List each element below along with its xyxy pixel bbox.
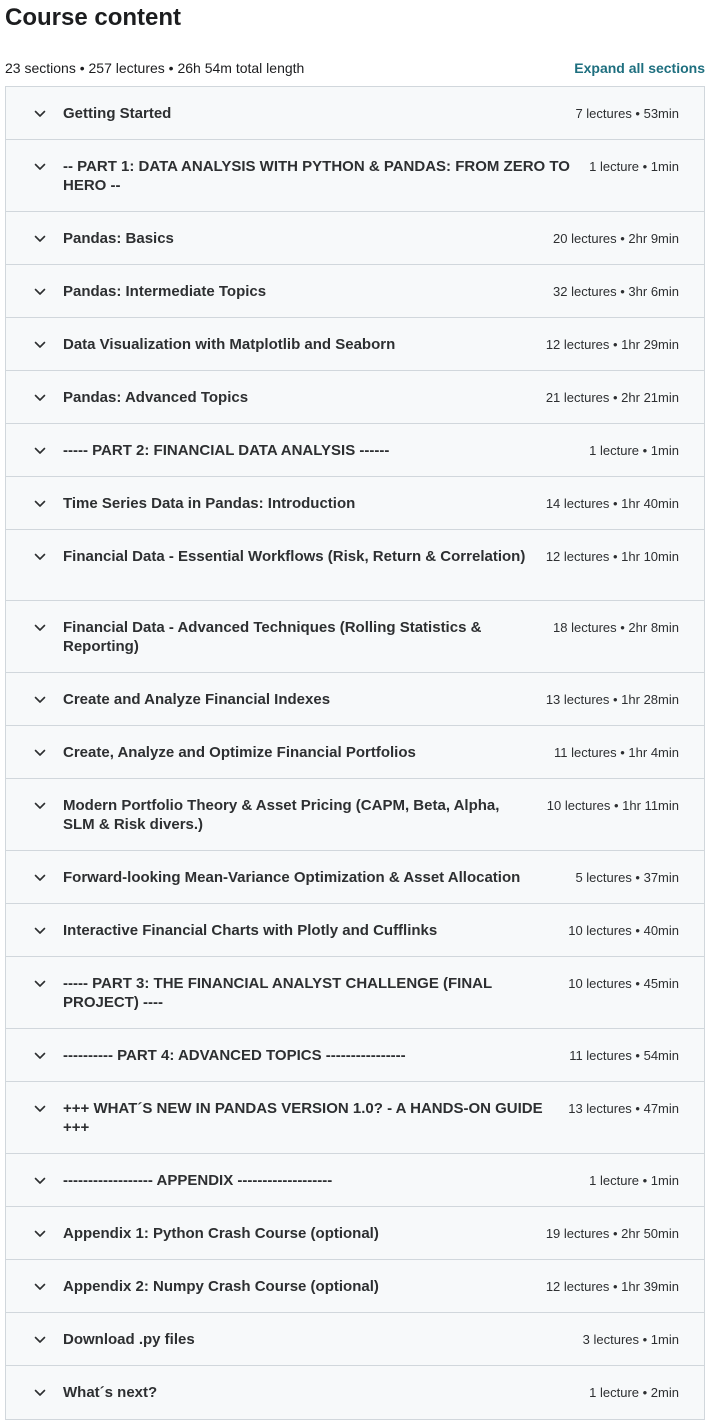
section-meta: 10 lectures • 40min [568, 923, 679, 938]
chevron-down-icon [34, 282, 46, 301]
section-title: What´s next? [63, 1384, 158, 1401]
section-title: -- PART 1: DATA ANALYSIS WITH PYTHON & PANDAS: FROM ZERO TO HERO -- [63, 158, 570, 194]
section-row[interactable] [6, 673, 704, 726]
section-row[interactable] [6, 1366, 704, 1419]
section-meta: 18 lectures • 2hr 8min [553, 620, 679, 635]
section-title: Data Visualization with Matplotlib and Seaborn [63, 336, 396, 353]
section-row[interactable] [6, 904, 704, 957]
chevron-down-icon [34, 796, 46, 815]
chevron-down-icon [34, 1224, 46, 1243]
section-list [5, 86, 705, 1420]
section-row[interactable] [6, 212, 704, 265]
section-meta: 1 lecture • 2min [589, 1385, 679, 1400]
chevron-down-icon [34, 921, 46, 940]
chevron-down-icon [34, 743, 46, 762]
section-title: Pandas: Basics [63, 230, 174, 247]
expand-all-sections-button[interactable]: Expand all sections [574, 60, 705, 76]
section-row[interactable] [6, 1260, 704, 1313]
section-row[interactable] [6, 1313, 704, 1366]
section-title: ----- PART 2: FINANCIAL DATA ANALYSIS ------ [63, 442, 390, 459]
chevron-down-icon [34, 868, 46, 887]
section-row[interactable] [6, 424, 704, 477]
section-row[interactable] [6, 957, 704, 1029]
section-title: Pandas: Advanced Topics [63, 389, 249, 406]
section-meta: 21 lectures • 2hr 21min [545, 390, 679, 405]
section-row[interactable] [6, 318, 704, 371]
section-meta: 12 lectures • 1hr 29min [545, 337, 679, 352]
section-title: Modern Portfolio Theory & Asset Pricing (CAPM, Beta, Alpha, SLM & Risk divers.) [63, 797, 500, 833]
section-row[interactable] [6, 371, 704, 424]
section-meta: 12 lectures • 1hr 10min [545, 549, 679, 564]
chevron-down-icon [34, 335, 46, 354]
section-row[interactable] [6, 1207, 704, 1260]
section-meta: 32 lectures • 3hr 6min [553, 284, 679, 299]
section-row[interactable] [6, 87, 704, 140]
section-title: Appendix 1: Python Crash Course (optional) [63, 1225, 379, 1242]
chevron-down-icon [34, 157, 46, 176]
section-meta: 3 lectures • 1min [582, 1332, 679, 1347]
section-title: Interactive Financial Charts with Plotly and Cufflinks [63, 922, 438, 939]
chevron-down-icon [34, 1099, 46, 1118]
chevron-down-icon [34, 974, 46, 993]
section-row[interactable] [6, 140, 704, 212]
chevron-down-icon [34, 690, 46, 709]
section-title: +++ WHAT´S NEW IN PANDAS VERSION 1.0? - A HANDS-ON GUIDE +++ [63, 1100, 543, 1136]
section-title: Appendix 2: Numpy Crash Course (optional) [63, 1278, 379, 1295]
section-meta: 11 lectures • 54min [569, 1048, 679, 1063]
chevron-down-icon [34, 494, 46, 513]
chevron-down-icon [34, 441, 46, 460]
section-title: Time Series Data in Pandas: Introduction [63, 495, 356, 512]
section-title: Financial Data - Advanced Techniques (Rolling Statistics & Reporting) [63, 619, 482, 655]
section-meta: 11 lectures • 1hr 4min [554, 745, 679, 760]
section-row[interactable] [6, 477, 704, 530]
section-row[interactable] [6, 601, 704, 673]
section-row[interactable] [6, 1082, 704, 1154]
section-title: ----- PART 3: THE FINANCIAL ANALYST CHALLENGE (FINAL PROJECT) ---- [63, 975, 492, 1011]
chevron-down-icon [34, 104, 46, 123]
chevron-down-icon [34, 1383, 46, 1402]
section-meta: 1 lecture • 1min [589, 443, 679, 458]
section-meta: 10 lectures • 45min [568, 976, 679, 991]
section-row[interactable] [6, 779, 704, 851]
section-meta: 1 lecture • 1min [589, 159, 679, 174]
section-meta: 20 lectures • 2hr 9min [553, 231, 679, 246]
chevron-down-icon [34, 547, 46, 566]
section-row[interactable] [6, 851, 704, 904]
section-meta: 7 lectures • 53min [575, 106, 679, 121]
section-meta: 1 lecture • 1min [589, 1173, 679, 1188]
section-row[interactable] [6, 265, 704, 318]
chevron-down-icon [34, 388, 46, 407]
section-meta: 14 lectures • 1hr 40min [545, 496, 679, 511]
section-row[interactable] [6, 530, 704, 601]
chevron-down-icon [34, 229, 46, 248]
section-title: Forward-looking Mean-Variance Optimization & Asset Allocation [63, 869, 521, 886]
section-title: Create and Analyze Financial Indexes [63, 691, 331, 708]
section-title: Download .py files [63, 1331, 195, 1348]
section-title: ---------- PART 4: ADVANCED TOPICS ---------------- [63, 1047, 406, 1064]
course-summary: 23 sections • 257 lectures • 26h 54m total length [5, 60, 305, 76]
section-title: ------------------ APPENDIX ------------------- [63, 1172, 333, 1189]
chevron-down-icon [34, 618, 46, 637]
section-title: Pandas: Intermediate Topics [63, 283, 267, 300]
chevron-down-icon [34, 1046, 46, 1065]
section-meta: 13 lectures • 47min [568, 1101, 679, 1116]
section-row[interactable] [6, 726, 704, 779]
section-row[interactable] [6, 1029, 704, 1082]
page-title: Course content [5, 4, 182, 31]
course-summary-bar [5, 58, 705, 78]
section-title: Financial Data - Essential Workflows (Risk, Return & Correlation) [63, 548, 526, 565]
chevron-down-icon [34, 1171, 46, 1190]
section-meta: 5 lectures • 37min [575, 870, 679, 885]
section-meta: 12 lectures • 1hr 39min [545, 1279, 679, 1294]
section-meta: 19 lectures • 2hr 50min [545, 1226, 679, 1241]
chevron-down-icon [34, 1277, 46, 1296]
section-meta: 10 lectures • 1hr 11min [546, 798, 679, 813]
section-title: Create, Analyze and Optimize Financial Portfolios [63, 744, 416, 761]
section-row[interactable] [6, 1154, 704, 1207]
section-meta: 13 lectures • 1hr 28min [545, 692, 679, 707]
chevron-down-icon [34, 1330, 46, 1349]
section-title: Getting Started [63, 105, 172, 122]
